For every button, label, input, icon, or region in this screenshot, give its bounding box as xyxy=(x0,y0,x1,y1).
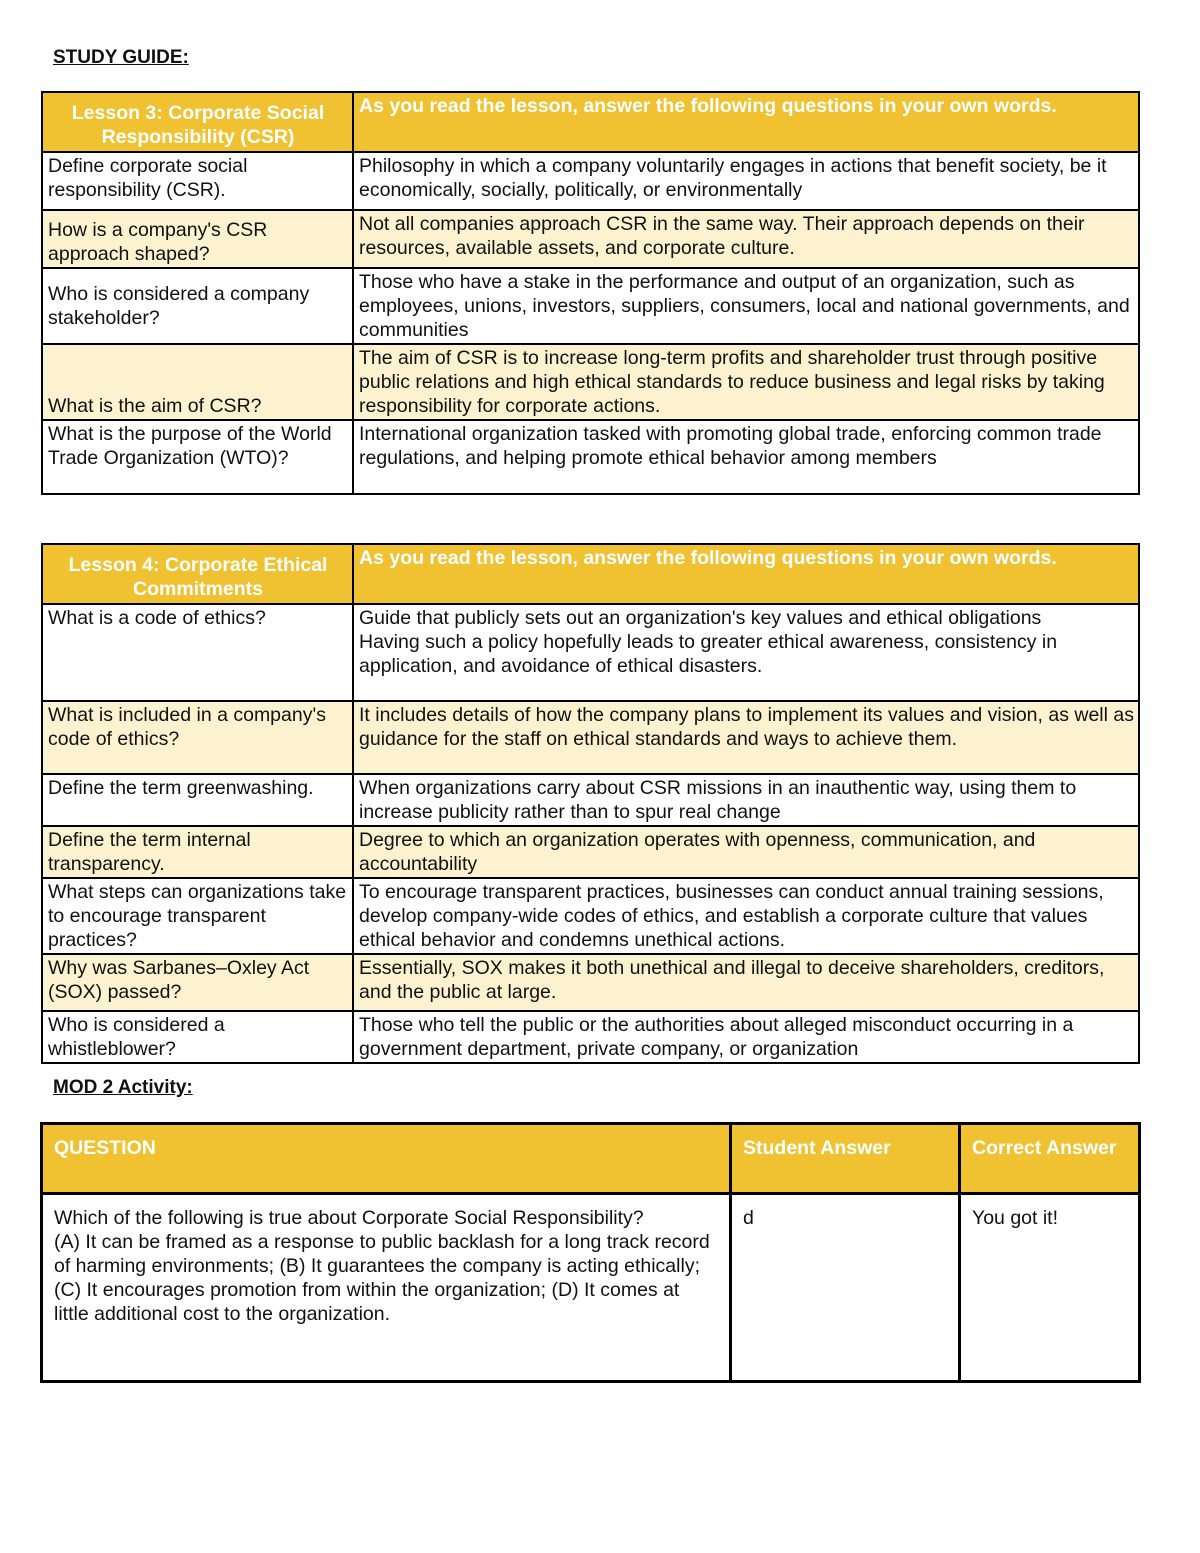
table-row xyxy=(42,1011,1139,1063)
correct-answer-header: Correct Answer xyxy=(960,1124,1140,1194)
answer-cell: Guide that publicly sets out an organization's key values and ethical obligations Having such a policy hopefully leads to greater ethical awareness, consistency in application, and avoidance of ethical disasters. xyxy=(353,604,1139,701)
activity-title: MOD 2 Activity: xyxy=(53,1077,193,1098)
lesson4-table xyxy=(41,543,1140,1064)
answer-cell: Essentially, SOX makes it both unethical and illegal to deceive shareholders, creditors, and the public at large. xyxy=(353,954,1139,1011)
activity-question: Which of the following is true about Corporate Social Responsibility? (A) It can be framed as a response to public backlash for a long track record of harming environments; (B) It guarantees the company is acting ethically; (C) It encourages promotion from within the organization; (D) It comes at little additional cost to the organization. xyxy=(42,1194,731,1382)
question-cell: Define the term internal transparency. xyxy=(42,826,353,878)
table-row xyxy=(42,826,1139,878)
answer-cell: Not all companies approach CSR in the same way. Their approach depends on their resources, available assets, and corporate culture. xyxy=(353,210,1139,268)
question-cell: What is the aim of CSR? xyxy=(42,344,353,420)
question-cell: Who is considered a company stakeholder? xyxy=(42,268,353,344)
question-cell: Who is considered a whistleblower? xyxy=(42,1011,353,1063)
student-answer-header: Student Answer xyxy=(731,1124,960,1194)
table-row xyxy=(42,420,1139,494)
lesson3-instruction: As you read the lesson, answer the following questions in your own words. xyxy=(353,92,1139,152)
question-cell: What is a code of ethics? xyxy=(42,604,353,701)
table-row xyxy=(42,344,1139,420)
table-row xyxy=(42,604,1139,701)
question-cell: How is a company's CSR approach shaped? xyxy=(42,210,353,268)
table-row xyxy=(42,268,1139,344)
table-row xyxy=(42,210,1139,268)
correct-answer: You got it! xyxy=(960,1194,1140,1382)
answer-cell: To encourage transparent practices, businesses can conduct annual training sessions, develop company-wide codes of ethics, and establish a corporate culture that values ethical behavior and condemns unethical actions. xyxy=(353,878,1139,954)
study-guide-title: STUDY GUIDE: xyxy=(53,47,189,68)
answer-cell: Philosophy in which a company voluntarily engages in actions that benefit society, be it economically, socially, politically, or environmentally xyxy=(353,152,1139,210)
table-row xyxy=(42,774,1139,826)
answer-cell: It includes details of how the company plans to implement its values and vision, as well as guidance for the staff on ethical standards and ways to achieve them. xyxy=(353,701,1139,774)
question-cell: What is included in a company's code of ethics? xyxy=(42,701,353,774)
lesson3-title: Lesson 3: Corporate Social Responsibility (CSR) xyxy=(42,92,353,152)
lesson4-instruction: As you read the lesson, answer the following questions in your own words. xyxy=(353,544,1139,604)
student-answer: d xyxy=(731,1194,960,1382)
answer-cell: The aim of CSR is to increase long-term profits and shareholder trust through positive public relations and high ethical standards to reduce business and legal risks by taking responsibility for corporate actions. xyxy=(353,344,1139,420)
answer-cell: Degree to which an organization operates with openness, communication, and accountability xyxy=(353,826,1139,878)
table-row xyxy=(42,954,1139,1011)
question-cell: Define the term greenwashing. xyxy=(42,774,353,826)
question-cell: Why was Sarbanes–Oxley Act (SOX) passed? xyxy=(42,954,353,1011)
table-row xyxy=(42,878,1139,954)
question-header: QUESTION xyxy=(42,1124,731,1194)
answer-cell: When organizations carry about CSR missions in an inauthentic way, using them to increase publicity rather than to spur real change xyxy=(353,774,1139,826)
lesson4-title: Lesson 4: Corporate Ethical Commitments xyxy=(42,544,353,604)
answer-cell: International organization tasked with promoting global trade, enforcing common trade regulations, and helping promote ethical behavior among members xyxy=(353,420,1139,494)
answer-cell: Those who tell the public or the authorities about alleged misconduct occurring in a government department, private company, or organization xyxy=(353,1011,1139,1063)
table-row xyxy=(42,701,1139,774)
answer-cell: Those who have a stake in the performance and output of an organization, such as employees, unions, investors, suppliers, consumers, local and national governments, and communities xyxy=(353,268,1139,344)
table-row xyxy=(42,152,1139,210)
lesson3-table xyxy=(41,91,1140,495)
question-cell: Define corporate social responsibility (CSR). xyxy=(42,152,353,210)
activity-table xyxy=(40,1122,1141,1383)
question-cell: What is the purpose of the World Trade Organization (WTO)? xyxy=(42,420,353,494)
table-row xyxy=(42,1194,1140,1382)
question-cell: What steps can organizations take to encourage transparent practices? xyxy=(42,878,353,954)
